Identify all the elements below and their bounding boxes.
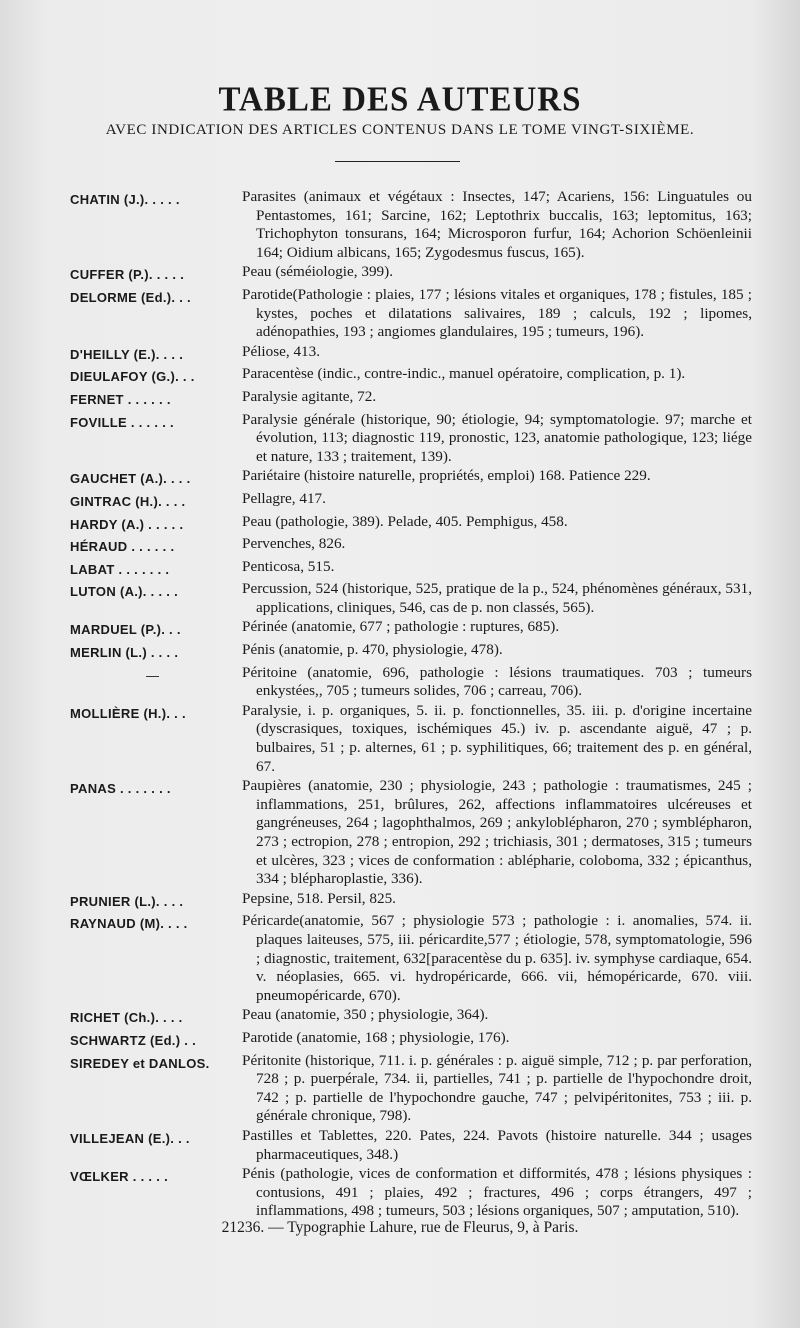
article-list: Paralysie, i. p. organiques, 5. ii. p. fonctionnelles, 35. iii. p. d'origine incertaine (dyscrasiques, toxiques, ischémiques 45.) iv. p. ascendante aiguë, 47 ; p. bulbaires, 51 ; p. alternes, 61 ; p. syphilitiques, 66; traitement des p. en général, 67. — [242, 701, 752, 775]
article-list: Peau (séméiologie, 399). — [242, 263, 393, 281]
article-list: Paralysie agitante, 72. — [242, 387, 377, 405]
index-entry — [0, 912, 800, 1005]
article-list: Pellagre, 417. — [242, 489, 326, 507]
author-ditto-dash: — — [146, 667, 160, 683]
index-entry — [0, 467, 800, 489]
index-entry — [0, 1052, 800, 1126]
author-index — [0, 188, 800, 1222]
index-entry — [0, 535, 800, 557]
index-entry — [0, 580, 800, 617]
index-entry — [0, 641, 800, 663]
article-list: Pénis (anatomie, p. 470, physiologie, 478). — [242, 641, 503, 659]
article-list: Pastilles et Tablettes, 220. Pates, 224. Pavots (histoire naturelle. 344 ; usages pharmaceutiques, 348.) — [242, 1126, 752, 1163]
article-list: Peau (anatomie, 350 ; physiologie, 364). — [242, 1006, 489, 1024]
author-name: PANAS . . . . . . . — [70, 781, 171, 797]
author-name: GAUCHET (A.). . . . — [70, 471, 191, 487]
article-list: Penticosa, 515. — [242, 557, 335, 575]
author-name: PRUNIER (L.). . . . — [70, 893, 184, 909]
author-name: CHATIN (J.). . . . . — [70, 192, 180, 207]
author-name: LABAT . . . . . . . — [70, 561, 170, 577]
article-list: Pariétaire (histoire naturelle, propriétés, emploi) 168. Patience 229. — [242, 467, 651, 485]
author-name: LUTON (A.). . . . . — [70, 584, 179, 600]
author-name: DIEULAFOY (G.). . . — [70, 369, 195, 385]
author-name: FERNET . . . . . . — [70, 391, 171, 407]
index-entry — [0, 365, 800, 387]
printer-footer: 21236. — Typographie Lahure, rue de Fleurus, 9, à Paris. — [221, 1219, 579, 1236]
article-list: Paupières (anatomie, 230 ; physiologie, 243 ; pathologie : traumatismes, 245 ; inflammations, 251, brûlures, 262, affections inflammatoires ulcéreuses et gangréneuses, 264 ; lagophthalmos, 269 ; ankyloblépharon, 270 ; symblépharon, 273 ; ectropion, 278 ; entropion, 292 ; trichiasis, 301 ; dermatoses, 315 ; tumeurs et ulcères, 323 ; vices de conformation : ablépharie, coloboma, 332 ; épicanthus, 334 ; blépharoplastie, 336). — [242, 777, 752, 888]
index-entry — [0, 513, 800, 535]
index-entry — [0, 286, 800, 342]
author-name: VILLEJEAN (E.). . . — [70, 1130, 190, 1146]
author-name: RAYNAUD (M). . . . — [70, 916, 188, 932]
author-name: VŒLKER . . . . . — [70, 1169, 168, 1185]
author-name: HÉRAUD . . . . . . — [70, 539, 175, 555]
index-entry — [0, 890, 800, 912]
author-name: MARDUEL (P.). . . — [70, 622, 181, 638]
index-entry — [0, 702, 800, 776]
index-entry — [0, 188, 800, 262]
article-list: Percussion, 524 (historique, 525, pratique de la p., 524, phénomènes généraux, 531, applications, cliniques, 546, cas de p. non classés, 565). — [242, 580, 752, 616]
title-rule — [335, 161, 460, 162]
article-list: Pervenches, 826. — [242, 535, 346, 553]
index-entry — [0, 664, 800, 701]
index-entry — [0, 263, 800, 285]
index-entry — [0, 1029, 800, 1051]
article-list: Pepsine, 518. Persil, 825. — [242, 889, 396, 907]
author-name: HARDY (A.) . . . . . — [70, 516, 184, 532]
index-entry — [0, 343, 800, 365]
article-list: Péritonite (historique, 711. i. p. générales : p. aiguë simple, 712 ; p. par perforation, 728 ; p. puerpérale, 734. ii, partielles, 741 ; p. partielle de l'hypochondre droit, 742 ; p. partielle de l'hypochondre gauche, 747 ; pelvipéritonites, 753 ; iii. p. générale chronique, 798). — [242, 1051, 752, 1125]
article-list: Parotide (anatomie, 168 ; physiologie, 176). — [242, 1028, 510, 1046]
author-name: MOLLIÈRE (H.). . . — [70, 705, 186, 721]
index-entry — [0, 1165, 800, 1221]
index-entry — [0, 411, 800, 467]
author-name: SIREDEY et DANLOS. — [70, 1055, 210, 1071]
page-subtitle: AVEC INDICATION DES ARTICLES CONTENUS DANS LE TOME VINGT-SIXIÈME. — [105, 122, 695, 138]
article-list: Pénis (pathologie, vices de conformation et difformités, 478 ; lésions physiques : contusions, 491 ; plaies, 492 ; fractures, 496 ; corps étrangers, 497 ; inflammations, 498 ; tumeurs, 503 ; lésions organiques, 507 ; amputation, 510). — [242, 1165, 752, 1220]
author-name: SCHWARTZ (Ed.) . . — [70, 1032, 196, 1048]
index-entry — [0, 388, 800, 410]
author-name: D'HEILLY (E.). . . . — [70, 346, 184, 362]
index-entry — [0, 618, 800, 640]
article-list: Péricarde(anatomie, 567 ; physiologie 573 ; pathologie : i. anomalies, 574. ii. plaques laiteuses, 575, iii. péricardite,577 ; étiologie, 578, symptomatologie, 596 ; diagnostic, traitement, 632[paracentèse du p. 635]. iv. symphyse cardiaque, 654. v. néoplasies, 665. vi. hydropéricarde, 666. vii, hémopéricarde, 670. viii. pneumopéricarde, 670). — [242, 912, 752, 1004]
page-title: TABLE DES AUTEURS — [218, 81, 582, 119]
article-list: Parotide(Pathologie : plaies, 177 ; lésions vitales et organiques, 178 ; fistules, 185 ; kystes, poches et dilatations salivaires, 189 ; calculs, 192 ; lipomes, adénopathies, 193 ; angiomes glandulaires, 195 ; tumeurs, 196). — [242, 285, 752, 341]
author-name: FOVILLE . . . . . . — [70, 414, 174, 430]
article-list: Péritoine (anatomie, 696, pathologie : lésions traumatiques. 703 ; tumeurs enkystées,, 705 ; tumeurs solides, 706 ; carreau, 706). — [242, 663, 752, 700]
article-list: Parasites (animaux et végétaux : Insectes, 147; Acariens, 156: Linguatules ou Pentastomes, 161; Sarcine, 162; Leptothrix buccalis, 163; leptomitus, 163; Trichophyton tonsurans, 164; Microsporon furfur, 164; Achorion Schöenleinii 164; Oidium albicans, 165; Zygodesmus fuscus, 165). — [242, 188, 752, 261]
author-name: DELORME (Ed.). . . — [70, 289, 191, 305]
index-entry — [0, 490, 800, 512]
author-name: CUFFER (P.). . . . . — [70, 267, 185, 283]
author-name: MERLIN (L.) . . . . — [70, 645, 179, 661]
author-name: GINTRAC (H.). . . . — [70, 493, 186, 509]
article-list: Peau (pathologie, 389). Pelade, 405. Pemphigus, 458. — [242, 512, 568, 530]
index-entry — [0, 558, 800, 580]
index-entry — [0, 1006, 800, 1028]
article-list: Périnée (anatomie, 677 ; pathologie : ruptures, 685). — [242, 618, 560, 636]
author-name: RICHET (Ch.). . . . — [70, 1010, 183, 1026]
index-entry — [0, 777, 800, 889]
index-entry — [0, 1127, 800, 1164]
article-list: Paralysie générale (historique, 90; étiologie, 94; symptomatologie. 97; marche et évolution, 113; diagnostic 119, pronostic, 123, anatomie pathologique, 123; liége et nature, 133 ; traitement, 139). — [242, 410, 752, 465]
article-list: Péliose, 413. — [242, 342, 321, 360]
article-list: Paracentèse (indic., contre-indic., manuel opératoire, complication, p. 1). — [242, 365, 686, 383]
